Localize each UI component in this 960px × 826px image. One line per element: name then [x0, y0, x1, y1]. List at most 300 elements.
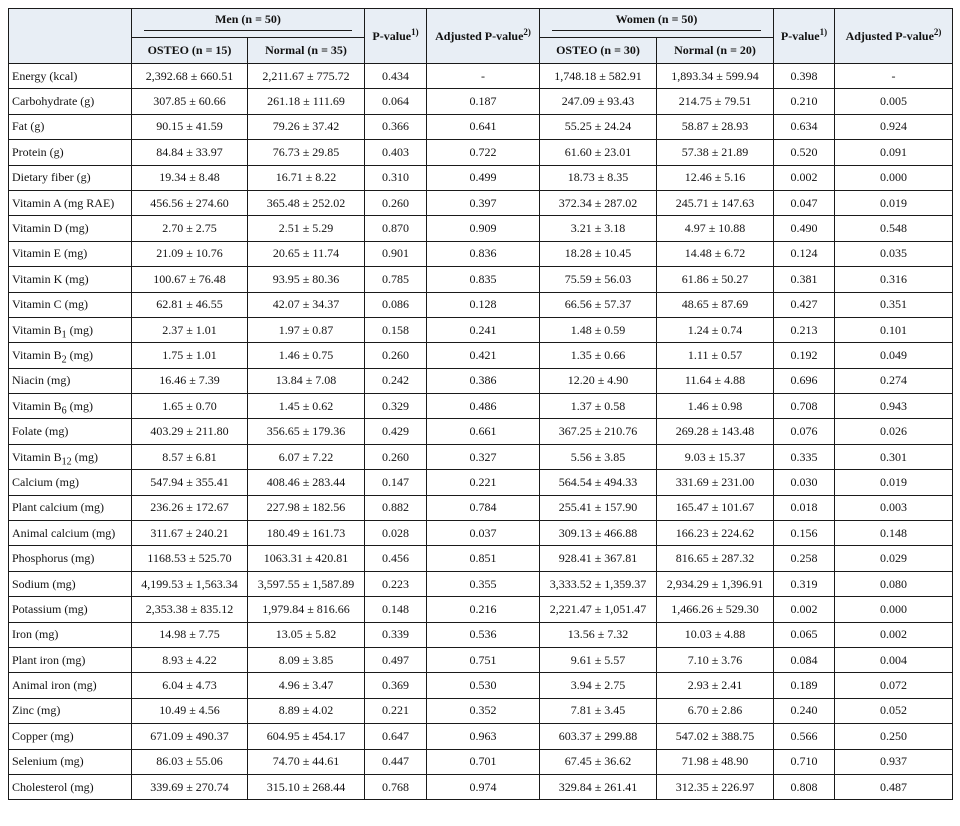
- men-osteo-cell: 100.67 ± 76.48: [132, 267, 248, 292]
- women-adjusted-cell: 0.943: [835, 394, 953, 419]
- nutrient-label-subscript: 12: [61, 455, 72, 467]
- men-pvalue-cell: 0.064: [365, 89, 427, 114]
- women-normal-cell: 166.23 ± 224.62: [657, 521, 774, 546]
- men-normal-cell: 79.26 ± 37.42: [248, 114, 365, 139]
- women-adjusted-cell: 0.052: [835, 698, 953, 723]
- women-pvalue-header: [774, 9, 835, 64]
- men-osteo-cell: 339.69 ± 270.74: [132, 774, 248, 799]
- women-osteo-cell: 372.34 ± 287.02: [540, 190, 657, 215]
- nutrient-label-unit: (mg): [66, 398, 93, 413]
- men-adjusted-cell: 0.701: [427, 749, 540, 774]
- men-adjusted-cell: 0.421: [427, 343, 540, 368]
- women-osteo-cell: 3.21 ± 3.18: [540, 216, 657, 241]
- men-adjusted-cell: 0.241: [427, 317, 540, 342]
- nutrient-label-unit: (mg): [71, 449, 98, 464]
- men-osteo-cell: 86.03 ± 55.06: [132, 749, 248, 774]
- men-adjusted-cell: 0.352: [427, 698, 540, 723]
- men-osteo-cell: 2.70 ± 2.75: [132, 216, 248, 241]
- nutrient-label-subscript: 2: [61, 354, 67, 366]
- women-pvalue-label: P-value: [780, 28, 820, 43]
- women-normal-cell: 2,934.29 ± 1,396.91: [657, 571, 774, 596]
- men-normal-cell: 13.84 ± 7.08: [248, 368, 365, 393]
- men-adjusted-cell: -: [427, 64, 540, 89]
- nutrient-label: [9, 317, 132, 342]
- women-adjusted-cell: 0.000: [835, 165, 953, 190]
- women-pvalue-cell: 0.156: [774, 521, 835, 546]
- women-adjusted-cell: 0.250: [835, 724, 953, 749]
- men-adjusted-cell: 0.722: [427, 140, 540, 165]
- men-pvalue-cell: 0.434: [365, 64, 427, 89]
- women-osteo-cell: 2,221.47 ± 1,051.47: [540, 597, 657, 622]
- women-adjusted-cell: 0.000: [835, 597, 953, 622]
- table-row: [9, 140, 953, 165]
- men-osteo-cell: 311.67 ± 240.21: [132, 521, 248, 546]
- men-adjusted-cell: 0.037: [427, 521, 540, 546]
- men-normal-cell: 3,597.55 ± 1,587.89: [248, 571, 365, 596]
- men-normal-cell: 365.48 ± 252.02: [248, 190, 365, 215]
- nutrient-label: [9, 394, 132, 419]
- men-adjusted-cell: 0.751: [427, 647, 540, 672]
- women-pvalue-cell: 0.696: [774, 368, 835, 393]
- men-osteo-cell: 403.29 ± 211.80: [132, 419, 248, 444]
- women-pvalue-cell: 0.258: [774, 546, 835, 571]
- women-normal-cell: 71.98 ± 48.90: [657, 749, 774, 774]
- women-pvalue-cell: 0.047: [774, 190, 835, 215]
- table-row: [9, 597, 953, 622]
- women-osteo-cell: 1.35 ± 0.66: [540, 343, 657, 368]
- women-adjusted-cell: 0.005: [835, 89, 953, 114]
- women-pvalue-cell: 0.065: [774, 622, 835, 647]
- men-osteo-cell: 307.85 ± 60.66: [132, 89, 248, 114]
- nutrient-label: Carbohydrate (g): [9, 89, 132, 114]
- women-pvalue-cell: 0.076: [774, 419, 835, 444]
- men-adjusted-cell: 0.909: [427, 216, 540, 241]
- header-row-1: [9, 9, 953, 38]
- women-normal-cell: 165.47 ± 101.67: [657, 495, 774, 520]
- table-row: [9, 571, 953, 596]
- women-pvalue-cell: 0.084: [774, 647, 835, 672]
- men-adjusted-cell: 0.835: [427, 267, 540, 292]
- table-row: [9, 64, 953, 89]
- women-osteo-cell: 1.37 ± 0.58: [540, 394, 657, 419]
- men-pvalue-cell: 0.221: [365, 698, 427, 723]
- men-osteo-cell: 19.34 ± 8.48: [132, 165, 248, 190]
- men-osteo-cell: 2,353.38 ± 835.12: [132, 597, 248, 622]
- table-row: [9, 622, 953, 647]
- men-normal-cell: 20.65 ± 11.74: [248, 241, 365, 266]
- men-pvalue-cell: 0.901: [365, 241, 427, 266]
- women-adjusted-cell: 0.316: [835, 267, 953, 292]
- women-adjusted-cell: 0.548: [835, 216, 953, 241]
- table-row: [9, 114, 953, 139]
- women-normal-cell: 1,466.26 ± 529.30: [657, 597, 774, 622]
- women-pvalue-cell: 0.213: [774, 317, 835, 342]
- men-adjusted-label: Adjusted P-value: [435, 28, 524, 43]
- women-pvalue-cell: 0.335: [774, 444, 835, 469]
- women-osteo-cell: 247.09 ± 93.43: [540, 89, 657, 114]
- men-osteo-cell: 236.26 ± 172.67: [132, 495, 248, 520]
- table-row: [9, 165, 953, 190]
- men-osteo-cell: 1168.53 ± 525.70: [132, 546, 248, 571]
- table-row: [9, 89, 953, 114]
- nutrient-label: Calcium (mg): [9, 470, 132, 495]
- women-pvalue-cell: 0.018: [774, 495, 835, 520]
- men-adjusted-cell: 0.486: [427, 394, 540, 419]
- men-adjusted-cell: 0.661: [427, 419, 540, 444]
- men-pvalue-cell: 0.447: [365, 749, 427, 774]
- men-normal-cell: 42.07 ± 34.37: [248, 292, 365, 317]
- women-osteo-cell: 309.13 ± 466.88: [540, 521, 657, 546]
- nutrient-label: Potassium (mg): [9, 597, 132, 622]
- nutrient-label-text: Vitamin B: [12, 322, 62, 337]
- nutrient-label: Vitamin K (mg): [9, 267, 132, 292]
- men-pvalue-cell: 0.369: [365, 673, 427, 698]
- men-osteo-cell: 21.09 ± 10.76: [132, 241, 248, 266]
- men-osteo-cell: 8.93 ± 4.22: [132, 647, 248, 672]
- women-normal-cell: 57.38 ± 21.89: [657, 140, 774, 165]
- women-pvalue-cell: 0.520: [774, 140, 835, 165]
- nutrient-label: Dietary fiber (g): [9, 165, 132, 190]
- women-normal-header: Normal (n = 20): [657, 38, 774, 64]
- men-normal-cell: 604.95 ± 454.17: [248, 724, 365, 749]
- women-group-label: Women (n = 50): [615, 12, 698, 26]
- nutrient-label: Phosphorus (mg): [9, 546, 132, 571]
- men-normal-cell: 180.49 ± 161.73: [248, 521, 365, 546]
- women-osteo-cell: 5.56 ± 3.85: [540, 444, 657, 469]
- men-pvalue-label: P-value: [372, 28, 412, 43]
- men-adjusted-cell: 0.784: [427, 495, 540, 520]
- women-osteo-cell: 9.61 ± 5.57: [540, 647, 657, 672]
- table-row: [9, 267, 953, 292]
- table-row: [9, 444, 953, 469]
- women-pvalue-cell: 0.381: [774, 267, 835, 292]
- nutrient-label-text: Vitamin B: [12, 347, 62, 362]
- nutrient-label-unit: (mg): [66, 322, 93, 337]
- nutrient-label: Copper (mg): [9, 724, 132, 749]
- table-row: [9, 698, 953, 723]
- men-pvalue-cell: 0.260: [365, 190, 427, 215]
- men-osteo-cell: 10.49 ± 4.56: [132, 698, 248, 723]
- men-osteo-cell: 8.57 ± 6.81: [132, 444, 248, 469]
- men-normal-cell: 16.71 ± 8.22: [248, 165, 365, 190]
- table-row: [9, 774, 953, 799]
- women-osteo-cell: 1,748.18 ± 582.91: [540, 64, 657, 89]
- women-osteo-cell: 564.54 ± 494.33: [540, 470, 657, 495]
- men-normal-cell: 227.98 ± 182.56: [248, 495, 365, 520]
- women-normal-cell: 214.75 ± 79.51: [657, 89, 774, 114]
- men-adjusted-cell: 0.641: [427, 114, 540, 139]
- men-normal-cell: 315.10 ± 268.44: [248, 774, 365, 799]
- women-normal-cell: 1.11 ± 0.57: [657, 343, 774, 368]
- women-adjusted-cell: 0.351: [835, 292, 953, 317]
- men-adjusted-cell: 0.128: [427, 292, 540, 317]
- nutrient-label: Vitamin C (mg): [9, 292, 132, 317]
- women-adjusted-cell: 0.937: [835, 749, 953, 774]
- men-adjusted-cell: 0.397: [427, 190, 540, 215]
- men-adjusted-cell: 0.386: [427, 368, 540, 393]
- women-osteo-cell: 18.73 ± 8.35: [540, 165, 657, 190]
- men-pvalue-cell: 0.497: [365, 647, 427, 672]
- men-osteo-cell: 456.56 ± 274.60: [132, 190, 248, 215]
- men-normal-cell: 1.45 ± 0.62: [248, 394, 365, 419]
- men-normal-cell: 8.09 ± 3.85: [248, 647, 365, 672]
- nutrient-label: Iron (mg): [9, 622, 132, 647]
- nutrient-intake-table: [8, 8, 953, 800]
- women-adjusted-cell: 0.091: [835, 140, 953, 165]
- women-adjusted-header: [835, 9, 953, 64]
- nutrient-label: Vitamin E (mg): [9, 241, 132, 266]
- women-adjusted-cell: 0.035: [835, 241, 953, 266]
- women-pvalue-cell: 0.398: [774, 64, 835, 89]
- table-row: [9, 546, 953, 571]
- nutrient-label: Cholesterol (mg): [9, 774, 132, 799]
- men-normal-cell: 408.46 ± 283.44: [248, 470, 365, 495]
- women-normal-cell: 2.93 ± 2.41: [657, 673, 774, 698]
- table-row: [9, 216, 953, 241]
- men-pvalue-cell: 0.366: [365, 114, 427, 139]
- men-pvalue-cell: 0.647: [365, 724, 427, 749]
- women-osteo-cell: 603.37 ± 299.88: [540, 724, 657, 749]
- men-adjusted-cell: 0.851: [427, 546, 540, 571]
- table-row: [9, 292, 953, 317]
- table-row: [9, 190, 953, 215]
- men-adjusted-cell: 0.327: [427, 444, 540, 469]
- women-osteo-cell: 66.56 ± 57.37: [540, 292, 657, 317]
- women-adjusted-cell: 0.004: [835, 647, 953, 672]
- women-pvalue-cell: 0.124: [774, 241, 835, 266]
- women-adjusted-cell: 0.148: [835, 521, 953, 546]
- men-adjusted-cell: 0.216: [427, 597, 540, 622]
- nutrient-label-text: Vitamin B: [12, 398, 62, 413]
- women-adjusted-cell: 0.924: [835, 114, 953, 139]
- men-pvalue-cell: 0.882: [365, 495, 427, 520]
- women-osteo-cell: 18.28 ± 10.45: [540, 241, 657, 266]
- men-normal-cell: 2.51 ± 5.29: [248, 216, 365, 241]
- nutrient-label-subscript: 6: [61, 405, 67, 417]
- table-row: [9, 419, 953, 444]
- men-osteo-cell: 4,199.53 ± 1,563.34: [132, 571, 248, 596]
- men-pvalue-footnote: 1): [411, 26, 419, 37]
- men-normal-cell: 4.96 ± 3.47: [248, 673, 365, 698]
- nutrient-label: Protein (g): [9, 140, 132, 165]
- women-pvalue-cell: 0.319: [774, 571, 835, 596]
- men-normal-cell: 1.46 ± 0.75: [248, 343, 365, 368]
- women-adjusted-cell: -: [835, 64, 953, 89]
- men-group-header: [132, 9, 365, 38]
- men-adjusted-cell: 0.974: [427, 774, 540, 799]
- women-pvalue-cell: 0.708: [774, 394, 835, 419]
- table-row: [9, 647, 953, 672]
- men-group-rule: [144, 30, 352, 31]
- women-adjusted-cell: 0.019: [835, 190, 953, 215]
- women-adjusted-cell: 0.019: [835, 470, 953, 495]
- table-row: [9, 673, 953, 698]
- men-pvalue-cell: 0.329: [365, 394, 427, 419]
- men-osteo-cell: 84.84 ± 33.97: [132, 140, 248, 165]
- women-pvalue-cell: 0.634: [774, 114, 835, 139]
- men-normal-cell: 13.05 ± 5.82: [248, 622, 365, 647]
- men-pvalue-cell: 0.456: [365, 546, 427, 571]
- men-osteo-cell: 1.75 ± 1.01: [132, 343, 248, 368]
- women-adjusted-cell: 0.080: [835, 571, 953, 596]
- men-pvalue-cell: 0.148: [365, 597, 427, 622]
- men-normal-cell: 2,211.67 ± 775.72: [248, 64, 365, 89]
- table-body: [9, 64, 953, 800]
- women-normal-cell: 14.48 ± 6.72: [657, 241, 774, 266]
- nutrient-label: Selenium (mg): [9, 749, 132, 774]
- women-group-header: [540, 9, 774, 38]
- nutrient-label: [9, 444, 132, 469]
- women-pvalue-cell: 0.427: [774, 292, 835, 317]
- women-pvalue-cell: 0.490: [774, 216, 835, 241]
- men-osteo-cell: 1.65 ± 0.70: [132, 394, 248, 419]
- women-adjusted-cell: 0.101: [835, 317, 953, 342]
- women-adjusted-footnote: 2): [933, 26, 942, 37]
- nutrient-label: Folate (mg): [9, 419, 132, 444]
- men-adjusted-cell: 0.221: [427, 470, 540, 495]
- women-pvalue-cell: 0.210: [774, 89, 835, 114]
- table-row: [9, 724, 953, 749]
- table-row: [9, 521, 953, 546]
- nutrient-label: Energy (kcal): [9, 64, 132, 89]
- men-pvalue-cell: 0.242: [365, 368, 427, 393]
- women-adjusted-cell: 0.487: [835, 774, 953, 799]
- women-pvalue-cell: 0.002: [774, 165, 835, 190]
- women-osteo-cell: 55.25 ± 24.24: [540, 114, 657, 139]
- women-osteo-header: OSTEO (n = 30): [540, 38, 657, 64]
- men-pvalue-cell: 0.310: [365, 165, 427, 190]
- men-normal-cell: 1,979.84 ± 816.66: [248, 597, 365, 622]
- women-osteo-cell: 7.81 ± 3.45: [540, 698, 657, 723]
- men-pvalue-cell: 0.785: [365, 267, 427, 292]
- women-osteo-cell: 367.25 ± 210.76: [540, 419, 657, 444]
- men-adjusted-header: [427, 9, 540, 64]
- men-pvalue-cell: 0.086: [365, 292, 427, 317]
- men-adjusted-cell: 0.530: [427, 673, 540, 698]
- women-normal-cell: 10.03 ± 4.88: [657, 622, 774, 647]
- women-adjusted-cell: 0.274: [835, 368, 953, 393]
- men-pvalue-cell: 0.260: [365, 444, 427, 469]
- table-row: [9, 495, 953, 520]
- table-row: [9, 241, 953, 266]
- women-adjusted-cell: 0.301: [835, 444, 953, 469]
- men-adjusted-cell: 0.355: [427, 571, 540, 596]
- men-normal-cell: 74.70 ± 44.61: [248, 749, 365, 774]
- men-adjusted-cell: 0.187: [427, 89, 540, 114]
- nutrient-label: Animal calcium (mg): [9, 521, 132, 546]
- women-pvalue-cell: 0.566: [774, 724, 835, 749]
- men-osteo-cell: 2,392.68 ± 660.51: [132, 64, 248, 89]
- men-osteo-cell: 14.98 ± 7.75: [132, 622, 248, 647]
- women-osteo-cell: 928.41 ± 367.81: [540, 546, 657, 571]
- women-normal-cell: 9.03 ± 15.37: [657, 444, 774, 469]
- women-adjusted-cell: 0.072: [835, 673, 953, 698]
- women-normal-cell: 7.10 ± 3.76: [657, 647, 774, 672]
- women-adjusted-cell: 0.049: [835, 343, 953, 368]
- men-normal-cell: 8.89 ± 4.02: [248, 698, 365, 723]
- men-adjusted-cell: 0.499: [427, 165, 540, 190]
- women-adjusted-label: Adjusted P-value: [845, 28, 934, 43]
- nutrient-label: Vitamin D (mg): [9, 216, 132, 241]
- women-normal-cell: 58.87 ± 28.93: [657, 114, 774, 139]
- women-pvalue-footnote: 1): [819, 26, 828, 37]
- table-row: [9, 368, 953, 393]
- women-normal-cell: 61.86 ± 50.27: [657, 267, 774, 292]
- women-normal-cell: 245.71 ± 147.63: [657, 190, 774, 215]
- women-osteo-cell: 13.56 ± 7.32: [540, 622, 657, 647]
- women-group-rule: [552, 30, 761, 31]
- men-osteo-cell: 2.37 ± 1.01: [132, 317, 248, 342]
- women-normal-cell: 48.65 ± 87.69: [657, 292, 774, 317]
- nutrient-label-unit: (mg): [66, 347, 93, 362]
- women-pvalue-cell: 0.808: [774, 774, 835, 799]
- women-adjusted-cell: 0.003: [835, 495, 953, 520]
- men-adjusted-cell: 0.963: [427, 724, 540, 749]
- nutrient-label: Animal iron (mg): [9, 673, 132, 698]
- nutrient-label: Niacin (mg): [9, 368, 132, 393]
- women-normal-cell: 1.46 ± 0.98: [657, 394, 774, 419]
- women-osteo-cell: 3,333.52 ± 1,359.37: [540, 571, 657, 596]
- men-pvalue-cell: 0.429: [365, 419, 427, 444]
- men-osteo-cell: 62.81 ± 46.55: [132, 292, 248, 317]
- men-normal-header: Normal (n = 35): [248, 38, 365, 64]
- women-adjusted-cell: 0.026: [835, 419, 953, 444]
- women-normal-cell: 331.69 ± 231.00: [657, 470, 774, 495]
- men-adjusted-cell: 0.836: [427, 241, 540, 266]
- women-normal-cell: 11.64 ± 4.88: [657, 368, 774, 393]
- women-normal-cell: 1,893.34 ± 599.94: [657, 64, 774, 89]
- men-osteo-cell: 90.15 ± 41.59: [132, 114, 248, 139]
- men-pvalue-cell: 0.870: [365, 216, 427, 241]
- men-osteo-header: OSTEO (n = 15): [132, 38, 248, 64]
- table-row: [9, 749, 953, 774]
- women-normal-cell: 6.70 ± 2.86: [657, 698, 774, 723]
- women-osteo-cell: 3.94 ± 2.75: [540, 673, 657, 698]
- women-osteo-cell: 61.60 ± 23.01: [540, 140, 657, 165]
- women-normal-cell: 1.24 ± 0.74: [657, 317, 774, 342]
- women-normal-cell: 312.35 ± 226.97: [657, 774, 774, 799]
- men-osteo-cell: 547.94 ± 355.41: [132, 470, 248, 495]
- table-row: [9, 343, 953, 368]
- men-pvalue-cell: 0.339: [365, 622, 427, 647]
- women-adjusted-cell: 0.002: [835, 622, 953, 647]
- men-osteo-cell: 671.09 ± 490.37: [132, 724, 248, 749]
- women-osteo-cell: 75.59 ± 56.03: [540, 267, 657, 292]
- men-pvalue-cell: 0.768: [365, 774, 427, 799]
- women-normal-cell: 269.28 ± 143.48: [657, 419, 774, 444]
- nutrient-label-text: Vitamin B: [12, 449, 62, 464]
- men-pvalue-cell: 0.158: [365, 317, 427, 342]
- men-normal-cell: 76.73 ± 29.85: [248, 140, 365, 165]
- women-normal-cell: 4.97 ± 10.88: [657, 216, 774, 241]
- men-adjusted-cell: 0.536: [427, 622, 540, 647]
- nutrient-label: [9, 343, 132, 368]
- men-normal-cell: 93.95 ± 80.36: [248, 267, 365, 292]
- women-pvalue-cell: 0.002: [774, 597, 835, 622]
- women-pvalue-cell: 0.030: [774, 470, 835, 495]
- table-row: [9, 394, 953, 419]
- nutrient-label: Plant calcium (mg): [9, 495, 132, 520]
- women-pvalue-cell: 0.192: [774, 343, 835, 368]
- nutrient-label: Zinc (mg): [9, 698, 132, 723]
- men-adjusted-footnote: 2): [523, 26, 531, 37]
- nutrient-label-subscript: 1: [61, 328, 67, 340]
- nutrient-label: Vitamin A (mg RAE): [9, 190, 132, 215]
- women-pvalue-cell: 0.240: [774, 698, 835, 723]
- women-normal-cell: 12.46 ± 5.16: [657, 165, 774, 190]
- men-osteo-cell: 16.46 ± 7.39: [132, 368, 248, 393]
- men-osteo-cell: 6.04 ± 4.73: [132, 673, 248, 698]
